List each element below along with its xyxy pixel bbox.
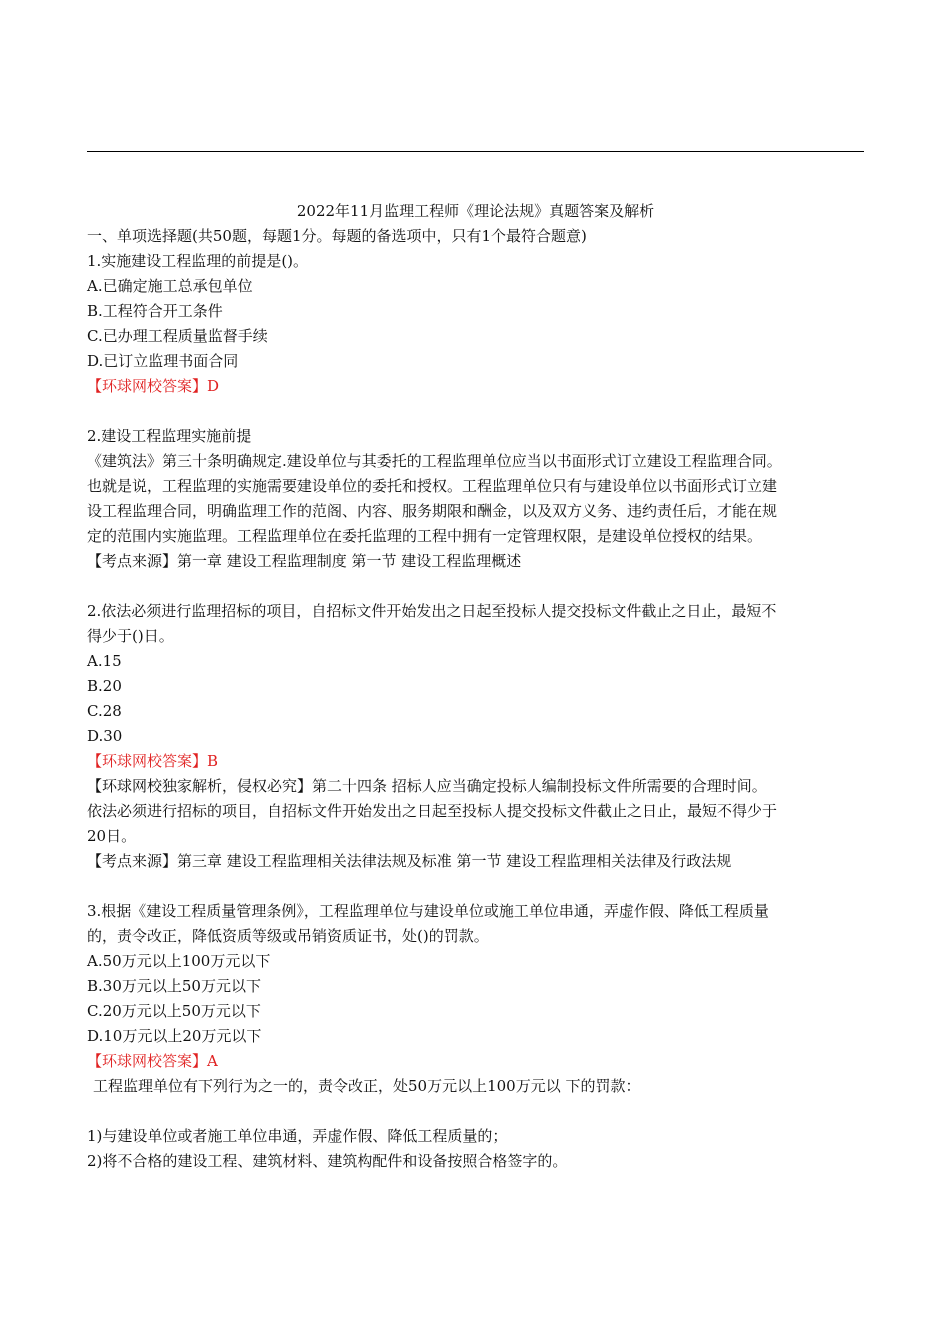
analysis-line: 依法必须进行招标的项目，自招标文件开始发出之日起至投标人提交投标文件截止之日止，最短不得少于	[87, 802, 778, 820]
spacer	[87, 399, 867, 424]
option-c: C.20万元以上50万元以下	[87, 1002, 261, 1020]
option-d: D.10万元以上20万元以下	[87, 1027, 262, 1045]
list-item: 1)与建设单位或者施工单位串通，弄虚作假、降低工程质量的；	[87, 1127, 508, 1145]
analysis-line: 20日。	[87, 827, 137, 845]
analysis-2	[87, 774, 867, 874]
option-d: D.30	[87, 727, 123, 745]
spacer	[87, 874, 867, 899]
option-c: C.28	[87, 702, 122, 720]
section-heading: 一、单项选择题(共50题，每题1分。每题的备选项中，只有1个最符合题意)	[87, 227, 587, 245]
option-b: B.20	[87, 677, 122, 695]
option-d: D.已订立监理书面合同	[87, 352, 239, 370]
option-b: B.30万元以上50万元以下	[87, 977, 261, 995]
analysis-line: 设工程监理合同，明确监理工作的范阁、内容、服务期限和酬金，以及双方义务、违约责任后，才能在规	[87, 502, 778, 520]
answer-label: 【环球网校答案】A	[87, 1052, 218, 1070]
analysis-line: 定的范围内实施监理。工程监理单位在委托监理的工程中拥有一定管理权限，是建设单位授权的结果。	[87, 527, 763, 545]
analysis-line: 【环球网校独家解析，侵权必究】第二十四条 招标人应当确定投标人编制投标文件所需要的合理时间。	[87, 777, 767, 795]
source-note: 【考点来源】第三章 建设工程监理相关法律法规及标准 第一节 建设工程监理相关法律及行政法规	[87, 852, 732, 870]
question-stem: 得少于()日。	[87, 627, 174, 645]
question-stem: 3.根据《建设工程质量管理条例》，工程监理单位与建设单位或施工单位串通，弄虚作假、降低工程质量	[87, 902, 769, 920]
analysis-3	[87, 1074, 867, 1174]
answer-label: 【环球网校答案】D	[87, 377, 220, 395]
option-a: A.50万元以上100万元以下	[87, 952, 271, 970]
source-note: 【考点来源】第一章 建设工程监理制度 第一节 建设工程监理概述	[87, 552, 522, 570]
analysis-1	[87, 424, 867, 574]
question-1	[87, 249, 867, 399]
question-stem: 1.实施建设工程监理的前提是()。	[87, 252, 309, 270]
spacer	[87, 574, 867, 599]
question-stem: 2.依法必须进行监理招标的项目，自招标文件开始发出之日起至投标人提交投标文件截止之日止，最短不	[87, 602, 777, 620]
option-a: A.已确定施工总承包单位	[87, 277, 253, 295]
option-b: B.工程符合开工条件	[87, 302, 223, 320]
document-title: 2022年11月监理工程师《理论法规》真题答案及解析	[296, 202, 655, 220]
option-c: C.已办理工程质量监督手续	[87, 327, 268, 345]
analysis-line: 也就是说，工程监理的实施需要建设单位的委托和授权。工程监理单位只有与建设单位以书面形式订立建	[87, 477, 778, 495]
document-body	[87, 199, 867, 1174]
spacer	[87, 1099, 867, 1124]
question-2	[87, 599, 867, 774]
header-rule	[87, 151, 864, 152]
list-item: 2)将不合格的建设工程、建筑材料、建筑构配件和设备按照合格签字的。	[87, 1152, 568, 1170]
analysis-heading: 2.建设工程监理实施前提	[87, 427, 252, 445]
question-3	[87, 899, 867, 1074]
analysis-intro: 工程监理单位有下列行为之一的，责令改正，处50万元以上100万元以 下的罚款：	[93, 1077, 641, 1095]
option-a: A.15	[87, 652, 122, 670]
answer-label: 【环球网校答案】B	[87, 752, 219, 770]
question-stem: 的，责令改正，降低资质等级或吊销资质证书，处()的罚款。	[87, 927, 489, 945]
analysis-line: 《建筑法》第三十条明确规定.建设单位与其委托的工程监理单位应当以书面形式订立建设工程监理合同。	[87, 452, 782, 470]
